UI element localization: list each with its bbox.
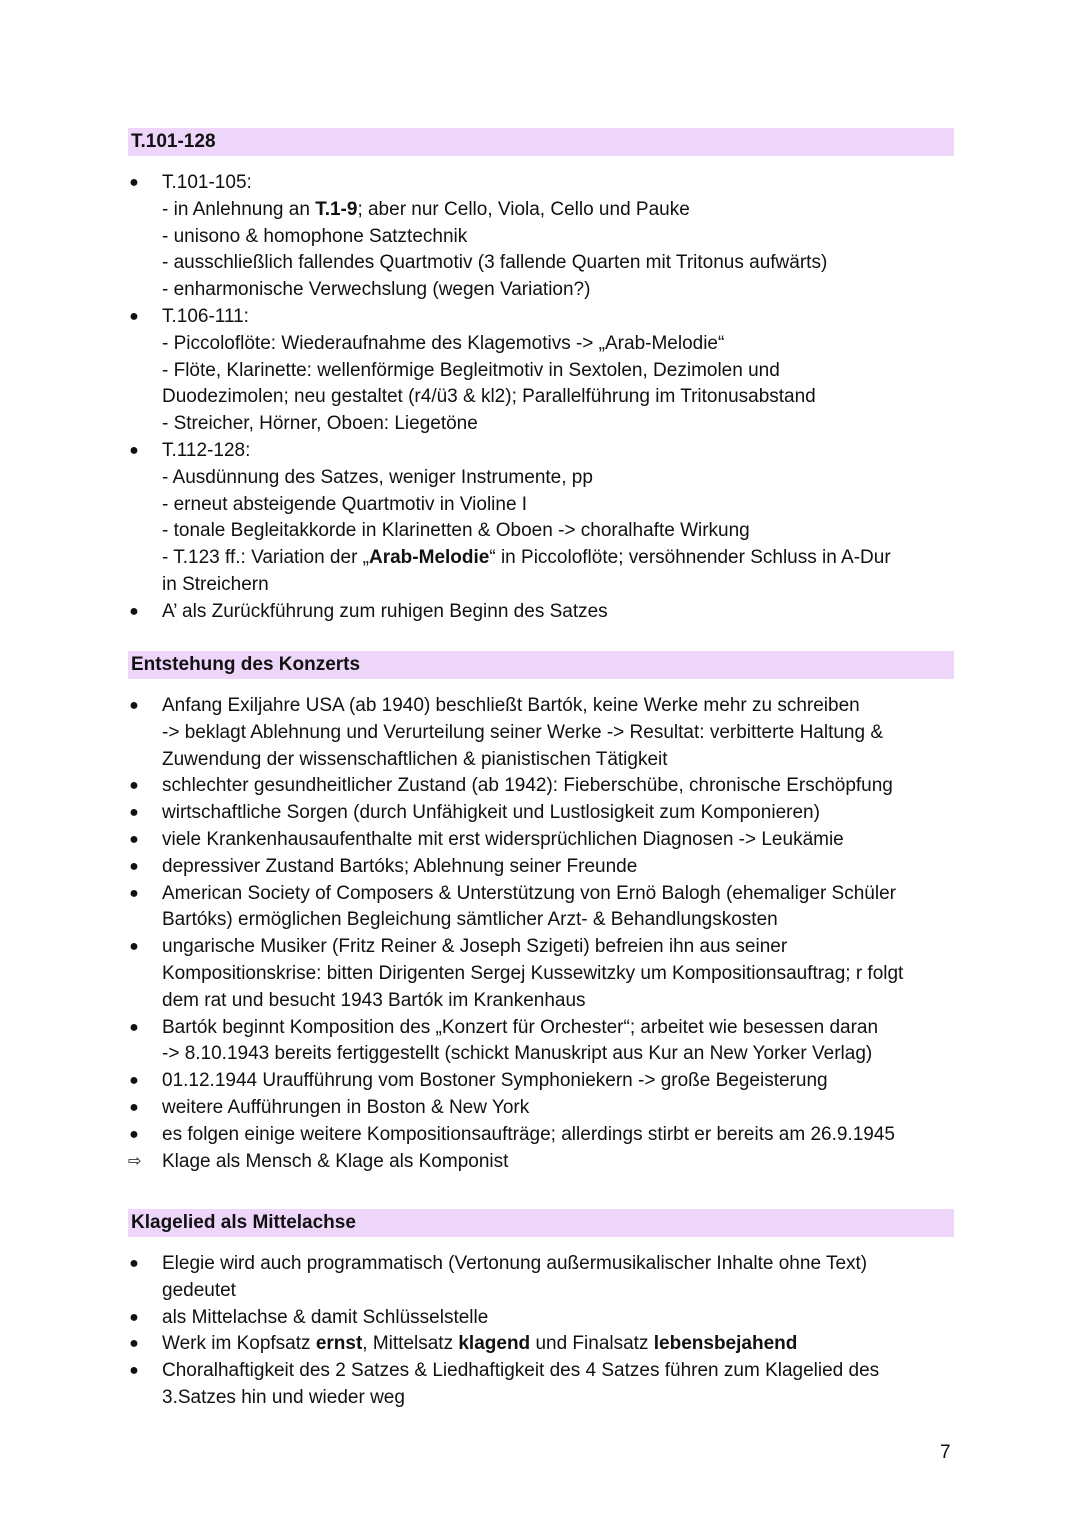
section-klagelied xyxy=(128,1209,954,1412)
list-item: ● viele Krankenhausaufenthalte mit erst widersprüchlichen Diagnosen -> Leukämie xyxy=(128,827,954,854)
section-heading: Entstehung des Konzerts xyxy=(128,651,954,679)
bullet-icon: ● xyxy=(129,777,139,795)
list-item: ● Werk im Kopfsatz ernst, Mittelsatz klagend und Finalsatz lebensbejahend xyxy=(128,1331,954,1358)
bullet-icon: ● xyxy=(129,1072,139,1090)
bullet-icon: ● xyxy=(129,602,139,620)
bullet-icon: ● xyxy=(129,441,139,459)
bullet-icon: ● xyxy=(129,1335,139,1353)
bullet-icon: ● xyxy=(129,174,139,191)
bullet-icon: ● xyxy=(129,830,139,848)
bullet-icon: ● xyxy=(129,1255,139,1272)
list-item: ● Anfang Exiljahre USA (ab 1940) beschließt Bartók, keine Werke mehr zu schreiben -> beklagt Ablehnung und Verurteilung seiner Werke -> Resultat: verbitterte Haltung & Zuwendung der wissenschaftlichen & pianistischen Tätigkeit xyxy=(129,695,884,770)
list-item: ● A’ als Zurückführung zum ruhigen Beginn des Satzes xyxy=(128,599,954,626)
list-item: ● Choralhaftigkeit des 2 Satzes & Liedhaftigkeit des 4 Satzes führen zum Klagelied des 3.Satzes hin und wieder weg xyxy=(129,1360,880,1408)
section-t101-128 xyxy=(128,128,954,626)
bullet-list xyxy=(128,170,954,626)
list-item: ● ungarische Musiker (Fritz Reiner & Joseph Szigeti) befreien ihn aus seiner Kompositionskrise: bitten Dirigenten Sergej Kussewitzky um Kompositionsauftrag; r folgt dem rat und besucht 1943 Bartók im Krankenhaus xyxy=(129,936,904,1011)
bullet-icon: ● xyxy=(129,307,139,325)
list-item: ● Elegie wird auch programmatisch (Vertonung außermusikalischer Inhalte ohne Text) gedeutet xyxy=(129,1253,868,1301)
list-item: ● wirtschaftliche Sorgen (durch Unfähigkeit und Lustlosigkeit zum Komponieren) xyxy=(128,800,954,827)
section-heading: Klagelied als Mittelachse xyxy=(128,1209,954,1237)
list-item: ● depressiver Zustand Bartóks; Ablehnung seiner Freunde xyxy=(128,854,954,881)
bullet-icon: ● xyxy=(129,1362,139,1380)
list-item: ● American Society of Composers & Unterstützung von Ernö Balogh (ehemaliger Schüler Bartóks) ermöglichen Begleichung sämtlicher Arzt- & Behandlungskosten xyxy=(129,882,896,931)
list-item: ● Bartók beginnt Komposition des „Konzert für Orchester“; arbeitet wie besessen daran -> 8.10.1943 bereits fertiggestellt (schickt Manuskript aus Kur an New Yorker Verlag) xyxy=(129,1016,879,1065)
bullet-icon: ● xyxy=(129,1018,139,1036)
page-number: 7 xyxy=(940,1442,951,1463)
bullet-icon: ● xyxy=(129,857,139,875)
bullet-icon: ● xyxy=(129,1125,139,1143)
list-item: ● T.101-105: - in Anlehnung an T.1-9; aber nur Cello, Viola, Cello und Pauke - unisono & homophone Satztechnik - ausschließlich fallendes Quartmotiv (3 fallende Quarten mit Tritonus aufwärts) - enharmonische Verwechslung (wegen Variation?) xyxy=(129,172,828,301)
bullet-icon: ● xyxy=(129,804,139,822)
bullet-list xyxy=(128,693,954,1175)
list-item: ● schlechter gesundheitlicher Zustand (ab 1942): Fieberschübe, chronische Erschöpfung xyxy=(128,773,954,800)
conclusion-item: ⇨ Klage als Mensch & Klage als Komponist xyxy=(128,1149,954,1176)
bullet-icon: ● xyxy=(129,1098,139,1116)
list-item: ● es folgen einige weitere Kompositionsaufträge; allerdings stirbt er bereits am 26.9.1945 xyxy=(128,1122,954,1149)
bullet-icon: ● xyxy=(129,884,139,902)
list-item: ● als Mittelachse & damit Schlüsselstelle xyxy=(128,1305,954,1332)
bullet-icon: ● xyxy=(129,938,139,956)
list-item: ● 01.12.1944 Uraufführung vom Bostoner Symphoniekern -> große Begeisterung xyxy=(128,1068,954,1095)
bullet-icon: ● xyxy=(129,1308,139,1326)
section-entstehung xyxy=(128,651,954,1175)
list-item: ● weitere Aufführungen in Boston & New York xyxy=(128,1095,954,1122)
list-item: ● T.106-111: - Piccoloflöte: Wiederaufnahme des Klagemotivs -> „Arab-Melodie“ - Flöte, Klarinette: wellenförmige Begleitmotiv in Sextolen, Dezimolen und Duodezimolen; neu gestaltet (r4/ü3 & kl2); Parallelführung im Tritonusabstand - Streicher, Hörner, Oboen: Liegetöne xyxy=(129,305,816,435)
arrow-right-icon: ⇨ xyxy=(128,1152,142,1170)
list-item: ● T.112-128: - Ausdünnung des Satzes, weniger Instrumente, pp - erneut absteigende Quartmotiv in Violine I - tonale Begleitakkorde in Klarinetten & Oboen -> choralhafte Wirkung - T.123 ff.: Variation der „Arab-Melodie“ in Piccoloflöte; versöhnender Schluss in A-Dur in Streichern xyxy=(129,439,891,595)
bullet-icon: ● xyxy=(129,697,139,714)
section-heading: T.101-128 xyxy=(128,128,954,156)
bullet-list xyxy=(128,1251,954,1412)
